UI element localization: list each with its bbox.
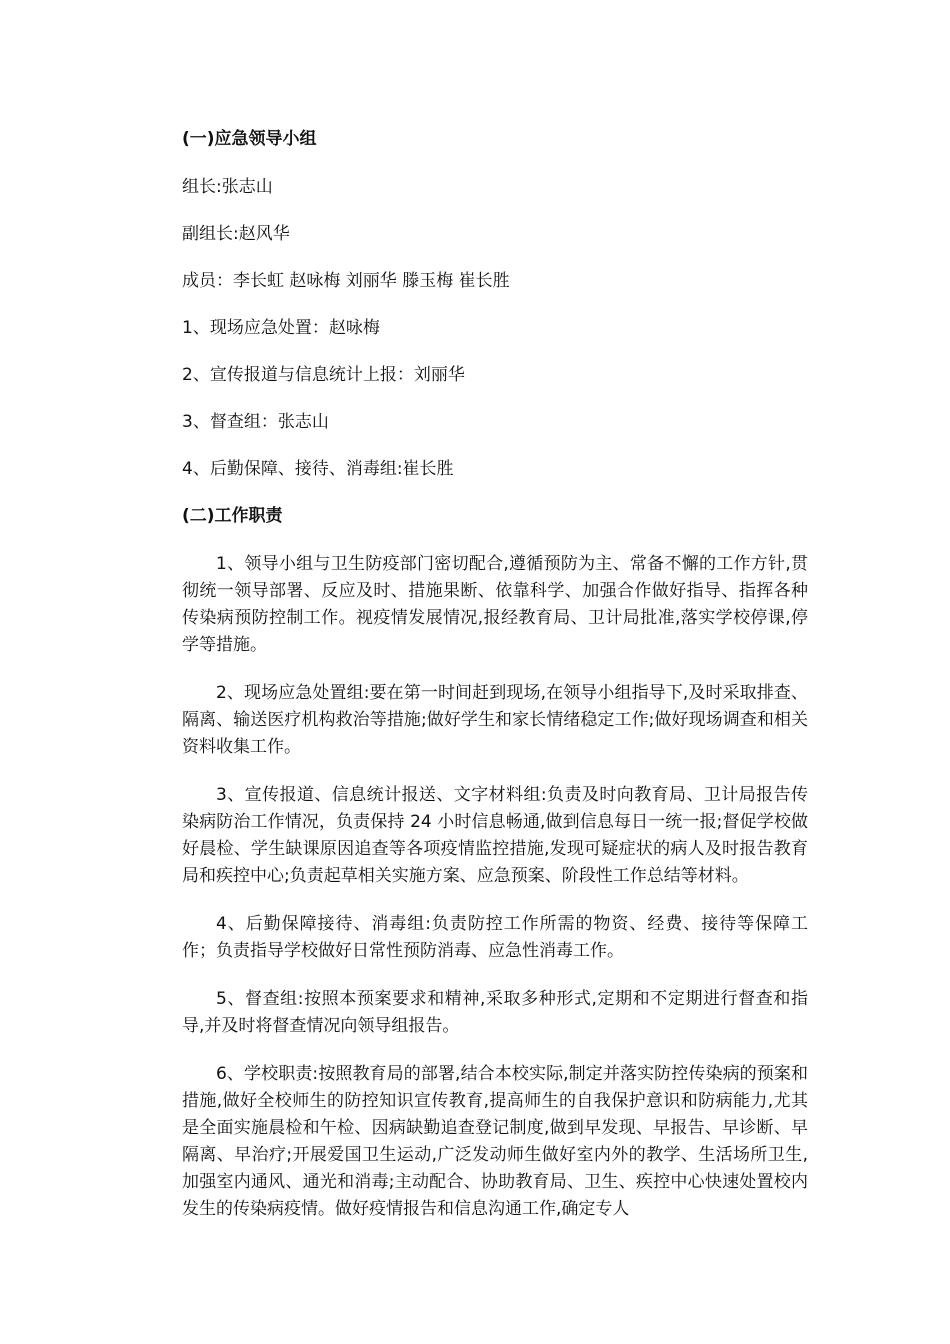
- duty-paragraph-logistics: 4、后勤保障接待、消毒组:负责防控工作所需的物资、经费、接待等保障工作；负责指导学校做好日常性预防消毒、应急性消毒工作。: [182, 914, 808, 961]
- duty-paragraph-leadership: 1、领导小组与卫生防疫部门密切配合,遵循预防为主、常备不懈的工作方针,贯彻统一领导部署、反应及时、措施果断、依靠科学、加强合作做好指导、指挥各种传染病预防控制工作。视疫情发展情况,报经教育局、卫计局批准,落实学校停课,停学等措施。: [182, 554, 808, 655]
- document-body: [182, 126, 808, 1223]
- section-heading-leadership-group: (一)应急领导小组: [182, 129, 317, 149]
- deputy-leader-line: 副组长:赵风华: [182, 224, 290, 244]
- group-leader-line: 组长:张志山: [182, 177, 273, 197]
- duty-paragraph-onsite-response: 2、现场应急处置组:要在第一时间赶到现场,在领导小组指导下,及时采取排查、隔离、输送医疗机构救治等措施;做好学生和家长情绪稳定工作;做好现场调查和相关资料收集工作。: [182, 683, 808, 757]
- duty-paragraph-school: 6、学校职责:按照教育局的部署,结合本校实际,制定并落实防控传染病的预案和措施,做好全校师生的防控知识宣传教育,提高师生的自我保护意识和防病能力,尤其是全面实施晨检和午检、因病缺勤追查登记制度,做到早发现、早报告、早诊断、早隔离、早治疗;开展爱国卫生运动,广泛发动师生做好室内外的教学、生活场所卫生,加强室内通风、通光和消毒;主动配合、协助教育局、卫生、疾控中心快速处置校内发生的传染病疫情。做好疫情报告和信息沟通工作,确定专人: [182, 1064, 808, 1219]
- publicity-reporting-line: 2、宣传报道与信息统计上报：刘丽华: [182, 365, 465, 385]
- logistics-line: 4、后勤保障、接待、消毒组:崔长胜: [182, 459, 454, 479]
- members-line: 成员：李长虹 赵咏梅 刘丽华 滕玉梅 崔长胜: [182, 271, 510, 291]
- section-heading-duties: (二)工作职责: [182, 506, 283, 526]
- duty-paragraph-supervision: 5、督查组:按照本预案要求和精神,采取多种形式,定期和不定期进行督查和指导,并及时将督查情况向领导组报告。: [182, 989, 808, 1036]
- onsite-response-line: 1、现场应急处置：赵咏梅: [182, 318, 380, 338]
- supervision-line: 3、督查组：张志山: [182, 412, 329, 432]
- duty-paragraph-publicity: 3、宣传报道、信息统计报送、文字材料组:负责及时向教育局、卫计局报告传染病防治工作情况，负责保持 24 小时信息畅通,做到信息每日一统一报;督促学校做好晨检、学生缺课原因追查等各项疫情监控措施,发现可疑症状的病人及时报告教育局和疾控中心;负责起草相关实施方案、应急预案、阶段性工作总结等材料。: [182, 785, 808, 886]
